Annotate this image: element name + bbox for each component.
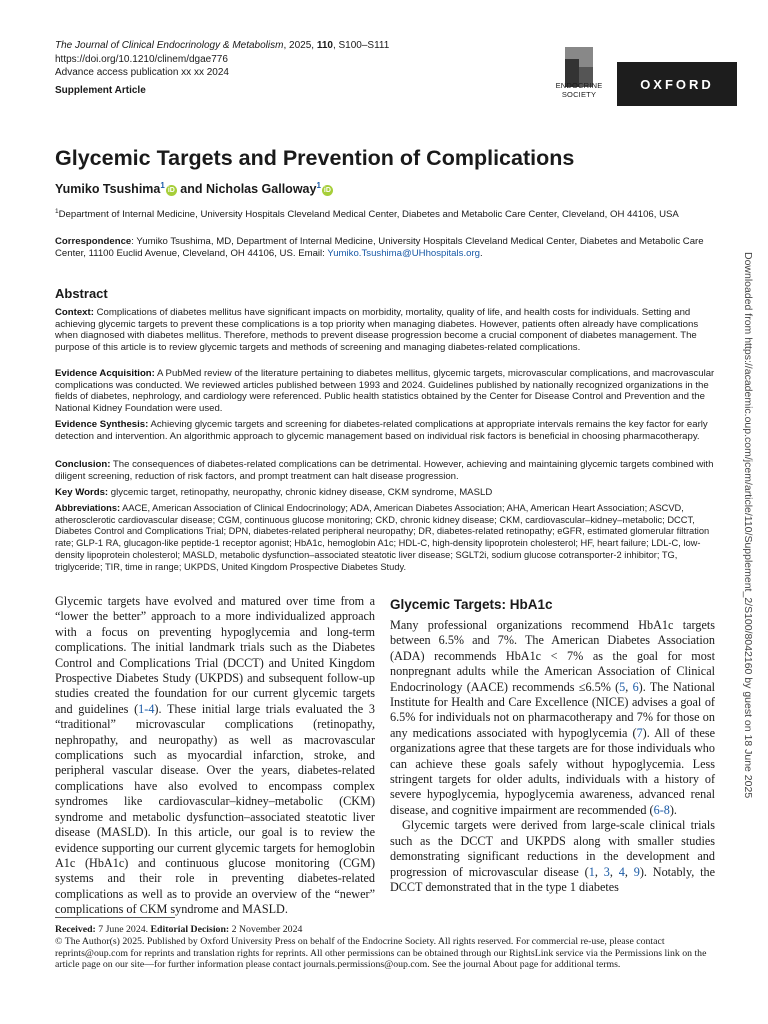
affiliation: $^1$Department of Internal Medicine, University Hospitals Cleveland Medical Center, Diabetes and Metabolic Care Center, Cleveland, OH 44106, USA [55, 208, 679, 221]
correspondence: Correspondence: Yumiko Tsushima, MD, Department of Internal Medicine, University Hospitals Cleveland Medical Center, Diabetes and Metabolic Care Center, 11100 Euclid Avenue, Cleveland, OH 44106, US. Email: Yumiko.Tsushima@UHhospitals.org. [55, 236, 704, 259]
access-line: Advance access publication xx xx 2024 [55, 67, 229, 78]
article-title: Glycemic Targets and Prevention of Complications [55, 146, 575, 170]
email-link[interactable]: Yumiko.Tsushima@UHhospitals.org [327, 248, 480, 259]
author-name[interactable]: Nicholas Galloway [205, 182, 317, 197]
right-column-text [390, 618, 715, 895]
download-notice: Downloaded from https://academic.oup.com/jcem/article/110/Supplement_2/S100/8042160 by guest on 18 June 2025 [742, 252, 754, 799]
endocrine-society-wordmark: ENDOCRINE SOCIETY [555, 81, 603, 99]
reference-link[interactable]: 9 [633, 864, 640, 879]
abstract-abbreviations: Abbreviations: AACE, American Association of Clinical Endocrinology; ADA, American Diabetes Association; AHA, American Heart Association; ASCVD, atherosclerotic cardiovascular disease; CGM, continuous glucose monitoring; CKD, chronic kidney disease; CKM, cardiovascular–kidney–metabolic; DCCT, Diabetes Control and Complications Trial; DPN, diabetes-related peripheral neuropathy; DR, diabetes-related retinopathy; eGFR, estimated glomerular filtration rate; GLP-1 RA, glucagon-like peptide-1 receptor agonist; HbA1c, hemoglobin A1c; HDL-C, high-density lipoprotein cholesterol; HF, heart failure; LDL-C, low-density lipoprotein cholesterol; MASLD, metabolic dysfunction–associated steatotic liver disease; SGLT2i, sodium glucose cotransporter-2 inhibitor; TG, triglyceride; TIR, time in range; UKPDS, United Kingdom Prospective Diabetes Study. [55, 503, 710, 572]
abstract-evidence-acquisition: Evidence Acquisition: A PubMed review of the literature pertaining to diabetes mellitus, glycemic targets, microvascular complications, and macrovascular complications was conducted. We reviewed articles published between 1993 and 2024. Guidelines published by nationally recognized organizations in the fields of diabetes, nephrology, and cardiology were referenced. Public health statistics obtained by the Center for Disease Control and Prevention and the National Kidney Foundation were used. [55, 368, 715, 415]
author-line: Yumiko Tsushima$^1$iD and Nicholas Galloway$^1$iD [55, 181, 331, 197]
abstract-conclusion: Conclusion: The consequences of diabetes-related complications can be detrimental. However, achieving and maintaining glycemic targets combined with diligent screening, reduction of risk factors, and prompt treatment can halt disease progression. [55, 459, 714, 482]
reference-link[interactable]: 3 [603, 864, 610, 879]
orcid-icon[interactable]: iD [323, 187, 331, 195]
reference-link[interactable]: 7 [636, 725, 643, 740]
oxford-logo: OXFORD [617, 62, 737, 106]
received-line: Received: 7 June 2024. Editorial Decision: 2 November 2024 [55, 924, 303, 935]
reference-link[interactable]: 1 [588, 864, 595, 879]
copyright-notice: © The Author(s) 2025. Published by Oxford University Press on behalf of the Endocrine Society. All rights reserved. For commercial re-use, please contact reprints@oup.com for reprints and translation rights for reprints. All other permissions can be obtained through our RightsLink service via the Permissions link on the article page on our site—for further information please contact journals.permissions@oup.com. See the journal About page for additional terms. [55, 935, 707, 971]
reference-link[interactable]: 6 [632, 679, 639, 694]
abstract-context: Context: Complications of diabetes mellitus have significant impacts on morbidity, mortality, quality of life, and health costs for individuals. Setting and achieving glycemic targets to prevent these complications is a top priority when managing diabetes. However, patients often already have complications when diagnosed with diabetes mellitus. Therefore, methods to prevent disease progression become a crucial component of diabetes management. The purpose of this article is to review glycemic targets and methods of screening and managing diabetes-related complications. [55, 307, 699, 354]
paragraph: Glycemic targets have evolved and matured over time from a “lower the better” approach to a more individualized approach with a focus on preventing hypoglycemia and long-term complications. The initial landmark trials such as the Diabetes Control and Complications Trial (DCCT) and United Kingdom Prospective Diabetes Study (UKPDS) and subsequent follow-up studies created the foundation for our current glycemic targets and guidelines (1-4). These initial large trials evaluated the 3 “traditional” microvascular complications (retinopathy, nephropathy, and neuropathy) as well as macrovascular complications such as myocardial infarction, stroke, and peripheral vascular disease. Over the years, diabetes-related complications have also evolved to encompass complex syndromes like cardiovascular–kidney–metabolic (CKM) syndrome and metabolic dysfunction–associated steatotic liver disease (MASLD). In this article, our goal is to review the evidence supporting our current glycemic targets for hemoglobin A1c (HbA1c) and continuous glucose monitoring (CGM) systems and their role in preventing diabetes-related complications as well as to provide an overview of the “newer” complications of CKM syndrome and MASLD. [55, 594, 375, 917]
affiliation-marker[interactable]: 1 [316, 181, 321, 190]
orcid-icon[interactable]: iD [167, 187, 175, 195]
reference-link[interactable]: 6-8 [653, 802, 670, 817]
abstract-evidence-synthesis: Evidence Synthesis: Achieving glycemic targets and screening for diabetes-related complications at appropriate intervals remains the key factor for early detection and intervention. An algorithmic approach to glycemic management based on individual risk factors is beneficial in choosing pharmacotherapy. [55, 419, 708, 442]
reference-link[interactable]: 5 [619, 679, 626, 694]
paragraph: Glycemic targets were derived from large-scale clinical trials such as the DCCT and UKPDS along with smaller studies demonstrating significant reductions in the development and progression of microvascular disease (1, 3, 4, 9). Notably, the DCCT demonstrated that in the type 1 diabetes [390, 818, 716, 894]
article-type: Supplement Article [55, 84, 146, 96]
reference-link[interactable]: 4 [618, 864, 625, 879]
abstract-heading: Abstract [55, 286, 108, 301]
footer-notes [55, 924, 715, 971]
affiliation-marker[interactable]: 1 [160, 181, 165, 190]
reference-link[interactable]: 1-4 [138, 701, 155, 716]
section-heading: Glycemic Targets: HbA1c [390, 597, 553, 612]
abstract-keywords: Key Words: glycemic target, retinopathy, neuropathy, chronic kidney disease, CKM syndrome, MASLD [55, 487, 493, 498]
citation-line: The Journal of Clinical Endocrinology & Metabolism, 2025, 110, S100–S111 [55, 40, 390, 51]
left-column-text [55, 594, 375, 918]
footnote-divider [55, 917, 175, 918]
paragraph: Many professional organizations recommend HbA1c targets between 6.5% and 7%. The American Diabetes Association (ADA) recommends HbA1c < 7% as the goal for most nonpregnant adults while the American Association of Clinical Endocrinology (AACE) recommends ≤6.5% (5, 6). The National Institute for Health and Care Excellence (NICE) advises a goal of 6.5% for individuals not on pharmacotherapy and 7% for those on any medications associated with hypoglycemia (7). All of these organizations agree that these targets are for those individuals who can achieve these goals safely without hypoglycemia. Less stringent targets for older adults, individuals with a history of severe hypoglycemia, hypoglycemia awareness, advanced renal disease, and cognitive impairment are recommended (6-8). [390, 618, 716, 817]
author-name[interactable]: Yumiko Tsushima [55, 182, 161, 197]
doi-link[interactable]: https://doi.org/10.1210/clinem/dgae776 [55, 53, 228, 65]
journal-header [55, 39, 475, 97]
